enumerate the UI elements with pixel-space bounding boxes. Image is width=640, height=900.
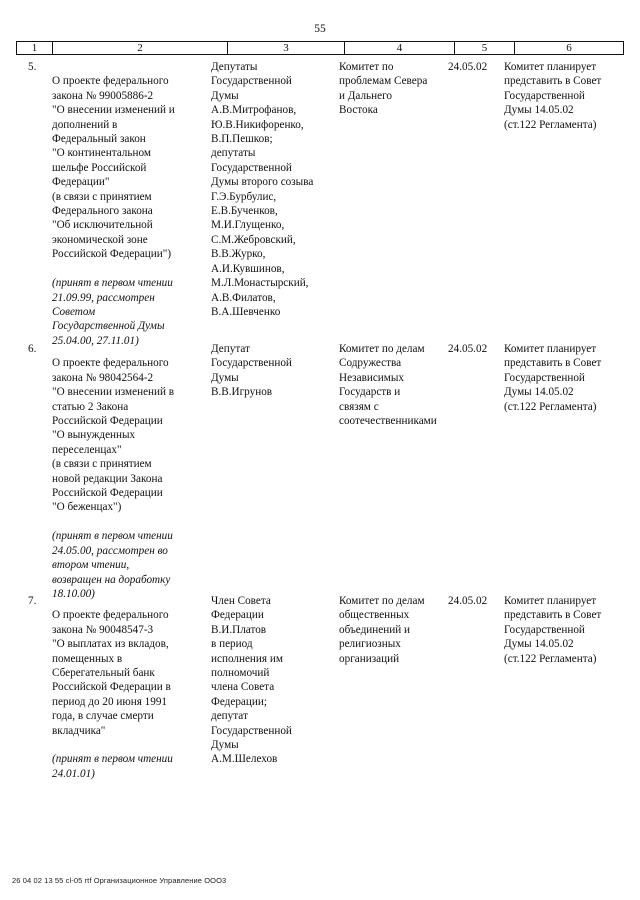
bill-description-text: О проекте федерального закона № 90048547-3 "О выплатах из вкладов, помещенных в Сберегательный банк Российской Федерации в период до 20 июня 1991 года, в случае смерти вкладчика" <box>52 609 171 737</box>
row-number: 5. <box>28 61 37 73</box>
bill-description <box>52 60 227 348</box>
page-number: 55 <box>314 23 326 35</box>
header-col-1: 1 <box>17 42 53 54</box>
row-number: 7. <box>28 595 37 607</box>
responsible-committee: Комитет по проблемам Севера и Дальнего Востока <box>339 61 428 117</box>
bill-authors: Депутаты Государственной Думы А.В.Митрофанов, Ю.В.Никифоренко, В.П.Пешков; депутаты Государственной Думы второго созыва Г.Э.Бурбулис, Е.В.Бученков, М.И.Глущенко, С.М.Жебровский, В.В.Журко, А.И.Кувшинов, М.Л.Монастырский, А.В.Филатов, В.А.Шевченко <box>211 61 314 318</box>
date: 24.05.02 <box>448 595 488 607</box>
committee-action: Комитет планирует представить в Совет Государственной Думы 14.05.02 (ст.122 Регламента) <box>504 61 602 131</box>
bill-description <box>52 594 227 781</box>
responsible-committee: Комитет по делам общественных объединений и религиозных организаций <box>339 595 425 665</box>
header-col-5: 5 <box>455 42 515 54</box>
bill-authors: Депутат Государственной Думы В.В.Игрунов <box>211 343 292 399</box>
header-col-3: 3 <box>228 42 345 54</box>
header-col-2: 2 <box>53 42 228 54</box>
committee-action: Комитет планирует представить в Совет Государственной Думы 14.05.02 (ст.122 Регламента) <box>504 595 602 665</box>
bill-description <box>52 342 227 601</box>
date: 24.05.02 <box>448 61 488 73</box>
bill-description-text: О проекте федерального закона № 98042564-2 "О внесении изменений в статью 2 Закона Российской Федерации "О вынужденных переселенцах" (в связи с принятием новой редакции Закона Российской Федерации "О беженцах") <box>52 357 175 514</box>
bill-reading-status: (принят в первом чтении 21.09.99, рассмотрен Советом Государственной Думы 25.04.00, 27.11.01) <box>52 277 173 347</box>
responsible-committee: Комитет по делам Содружества Независимых Государств и связям с соотечественниками <box>339 343 437 428</box>
date: 24.05.02 <box>448 343 488 355</box>
header-col-4: 4 <box>345 42 455 54</box>
row-number: 6. <box>28 343 37 355</box>
bill-reading-status: (принят в первом чтении 24.05.00, рассмотрен во втором чтении, возвращен на доработку 18.10.00) <box>52 530 173 600</box>
header-col-6: 6 <box>566 42 572 54</box>
document-footer: 26 04 02 13 55 cl-05 rtf Организационное Управление ООО3 <box>12 876 227 885</box>
table-header-row <box>16 41 624 55</box>
bill-reading-status: (принят в первом чтении 24.01.01) <box>52 753 173 780</box>
bill-description-text: О проекте федерального закона № 99005886-2 "О внесении изменений и дополнений в Федеральный закон "О континентальном шельфе Российской Федерации" (в связи с принятием Федерального закона "Об исключительной экономической зоне Российской Федерации") <box>52 75 175 261</box>
bill-authors: Член Совета Федерации В.И.Платов в период исполнения им полномочий члена Совета Федерации; депутат Государственной Думы А.М.Шелехов <box>211 595 292 766</box>
committee-action: Комитет планирует представить в Совет Государственной Думы 14.05.02 (ст.122 Регламента) <box>504 343 602 413</box>
